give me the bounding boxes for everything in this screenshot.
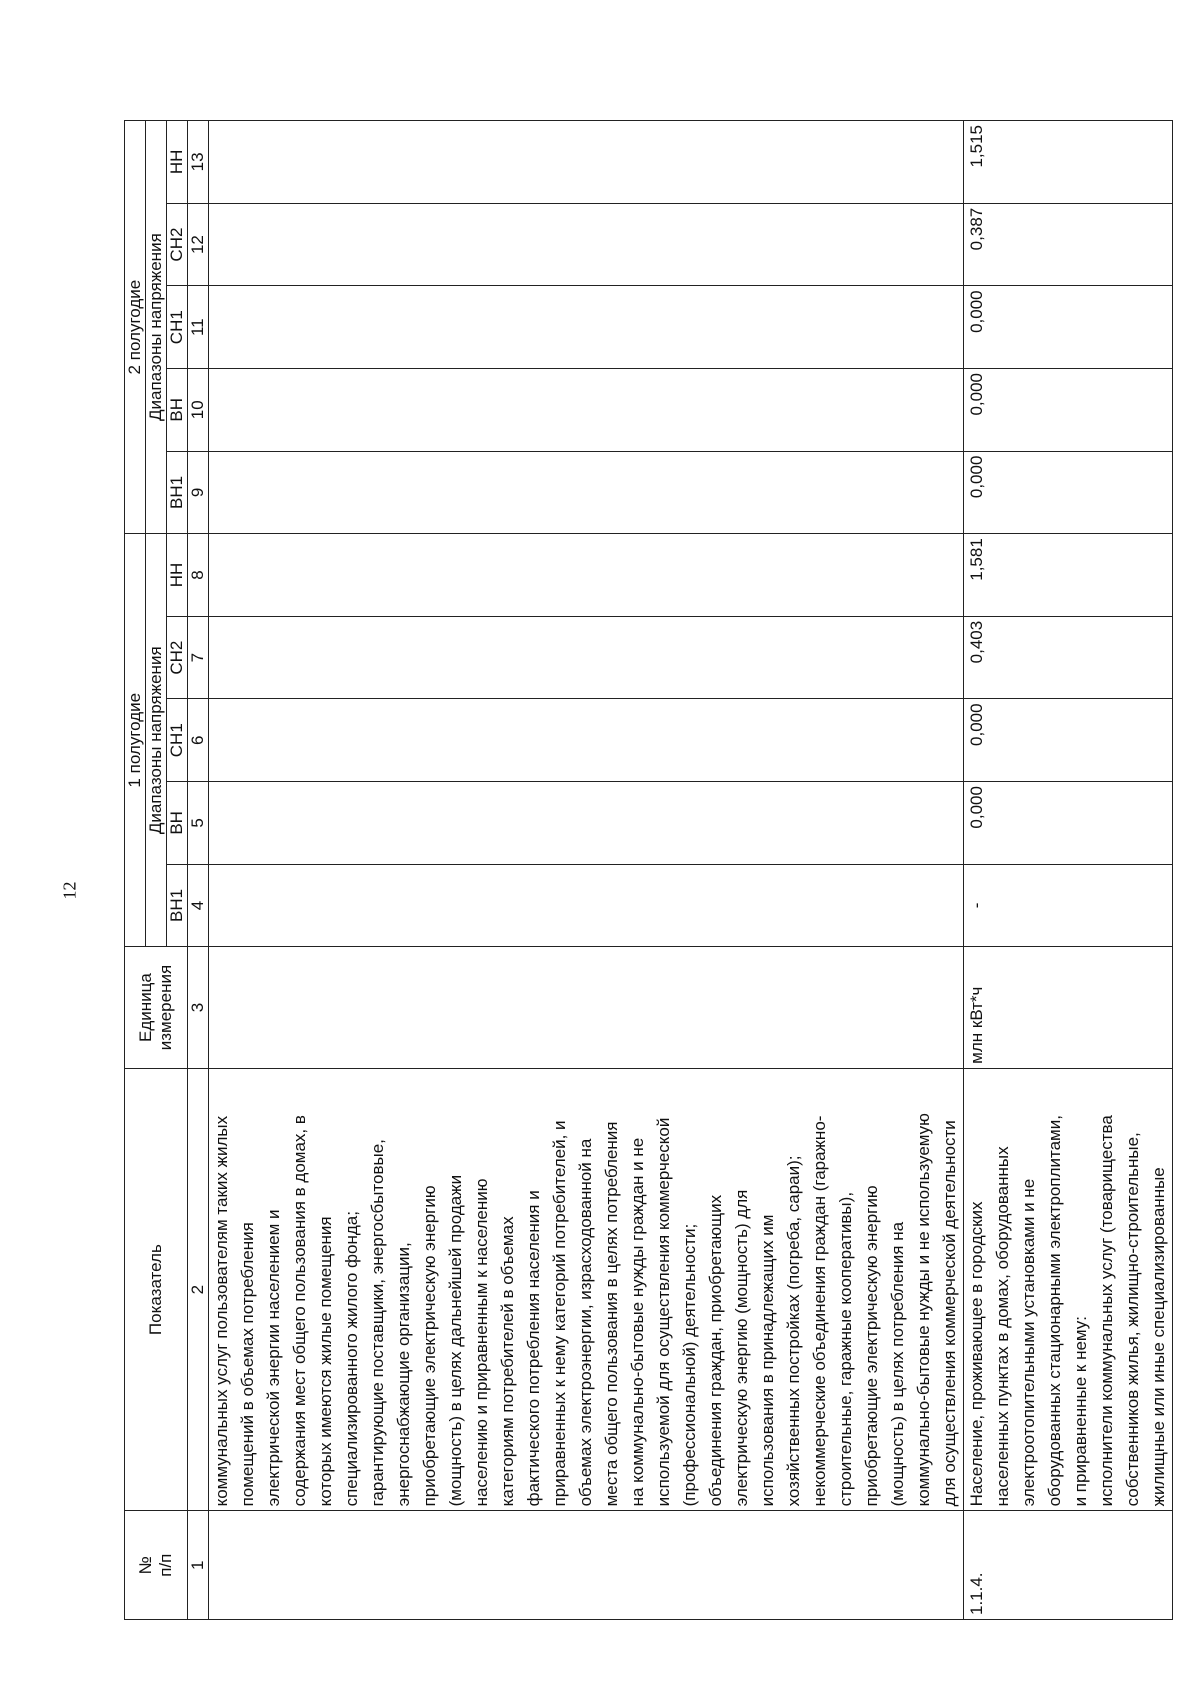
header-bh1-h2: ВН1 — [167, 451, 188, 534]
col-number: 13 — [188, 121, 209, 204]
header-half2: 2 полугодие — [125, 121, 146, 534]
header-unit: Единица измерения — [125, 947, 188, 1069]
header-ch2-h1: СН2 — [167, 616, 188, 699]
value-cell — [209, 699, 964, 782]
header-ch2-h2: СН2 — [167, 203, 188, 286]
value-cell: 0,000 — [964, 699, 1173, 782]
col-number: 6 — [188, 699, 209, 782]
value-cell — [209, 782, 964, 865]
value-cell: 0,000 — [964, 782, 1173, 865]
header-ch1-h2: СН1 — [167, 286, 188, 369]
header-voltage-ranges-1: Диапазоны напряжения — [146, 534, 167, 947]
value-cell — [209, 203, 964, 286]
header-indicator: Показатель — [125, 1068, 188, 1511]
row-indicator: коммунальных услуг пользователям таких жилых помещений в объемах потребления электрической энергии населением и содержания мест общего пользования в домах, в которых имеются жилые помещения специализированного жилого фонда; гарантирующие поставщики, энергосбытовые, энергоснабжающие организации, приобретающие электрическую энергию (мощность) в целях дальнейшей продажи населению и приравненным к населению категориям потребителей в объемах фактического потребления населения и приравненных к нему категорий потребителей, и объемах электроэнергии, израсходованной на места общего пользования в целях потребления на коммунально-бытовые нужды граждан и не используемой для осуществления коммерческой (профессиональной) деятельности; объединения граждан, приобретающих электрическую энергию (мощность) для использования в принадлежащих им хозяйственных постройках (погреба, сараи); некоммерческие объединения граждан (гаражно- строительные, гаражные кооперативы), приобретающие электрическую энергию (мощность) в целях потребления на коммунально-бытовые нужды и не используемую для осуществления коммерческой деятельности — [209, 1068, 964, 1511]
row-indicator: Население, проживающее в городских населенных пунктах в домах, оборудованных электроотопительными установками и не оборудованных стационарными электроплитами, и приравненные к нему: исполнители коммунальных услуг (товарищества собственников жилья, жилищно-строительные, жилищные или иные специализированные — [964, 1068, 1173, 1511]
value-cell: 0,403 — [964, 616, 1173, 699]
value-cell — [209, 286, 964, 369]
value-cell — [209, 864, 964, 947]
col-number: 12 — [188, 203, 209, 286]
col-number: 2 — [188, 1068, 209, 1511]
row-unit: млн кВт*ч — [964, 947, 1173, 1069]
value-cell — [209, 121, 964, 204]
value-cell — [209, 616, 964, 699]
col-number: 9 — [188, 451, 209, 534]
row-number — [209, 1511, 964, 1620]
value-cell: 0,387 — [964, 203, 1173, 286]
col-number: 7 — [188, 616, 209, 699]
value-cell: 1,581 — [964, 534, 1173, 617]
col-number: 5 — [188, 782, 209, 865]
col-number: 1 — [188, 1511, 209, 1620]
col-number: 4 — [188, 864, 209, 947]
table-row — [964, 121, 1173, 1620]
header-hh-h2: НН — [167, 121, 188, 204]
rotated-table-container — [124, 120, 1168, 1620]
page-number: 12 — [59, 881, 80, 900]
table-row — [209, 121, 964, 1620]
header-voltage-ranges-2: Диапазоны напряжения — [146, 121, 167, 534]
header-bh-h1: ВН — [167, 782, 188, 865]
header-half1: 1 полугодие — [125, 534, 146, 947]
header-ch1-h1: СН1 — [167, 699, 188, 782]
col-number: 11 — [188, 286, 209, 369]
header-hh-h1: НН — [167, 534, 188, 617]
value-cell — [209, 451, 964, 534]
value-cell: 0,000 — [964, 368, 1173, 451]
value-cell: 0,000 — [964, 451, 1173, 534]
row-number: 1.1.4. — [964, 1511, 1173, 1620]
value-cell: 0,000 — [964, 286, 1173, 369]
value-cell — [209, 368, 964, 451]
value-cell: 1,515 — [964, 121, 1173, 204]
header-no: № п/п — [125, 1511, 188, 1620]
row-unit — [209, 947, 964, 1069]
tariff-table — [124, 120, 1173, 1620]
value-cell — [209, 534, 964, 617]
col-number: 8 — [188, 534, 209, 617]
col-number: 3 — [188, 947, 209, 1069]
col-number: 10 — [188, 368, 209, 451]
value-cell: - — [964, 864, 1173, 947]
header-bh1-h1: ВН1 — [167, 864, 188, 947]
header-bh-h2: ВН — [167, 368, 188, 451]
